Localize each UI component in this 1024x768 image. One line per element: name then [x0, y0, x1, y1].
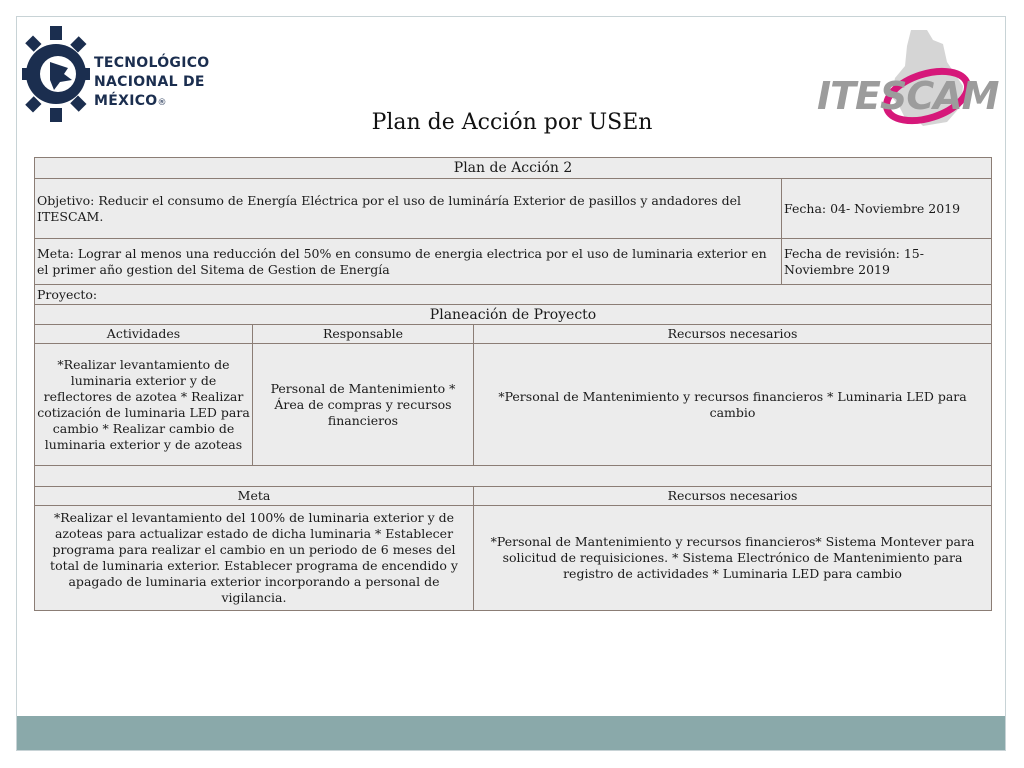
- spacer-row: [35, 466, 992, 487]
- col-header-meta: Meta: [35, 487, 474, 506]
- itescam-wordmark: ITESCAM: [817, 74, 999, 118]
- recursos-detail-cell: *Personal de Mantenimiento y recursos financieros* Sistema Montever para solicitud de requisiciones. * Sistema Electrónico de Mantenimiento para registro de actividades * Luminaria LED para cambio: [474, 506, 992, 611]
- registered-mark: ®: [157, 98, 167, 108]
- tecnm-wordmark: [94, 54, 250, 113]
- planeacion-heading: Planeación de Proyecto: [35, 305, 992, 325]
- action-plan-table: [34, 157, 992, 611]
- actividades-cell: *Realizar levantamiento de luminaria exterior y de reflectores de azotea * Realizar cotización de luminaria LED para cambio * Realizar cambio de luminaria exterior y de azoteas: [35, 344, 253, 466]
- tecnm-line2: NACIONAL DE MÉXICO: [94, 74, 205, 109]
- col-header-recursos-2: Recursos necesarios: [474, 487, 992, 506]
- responsable-cell: Personal de Mantenimiento * Área de compras y recursos financieros: [253, 344, 474, 466]
- tecnm-line1: TECNOLÓGICO: [94, 55, 210, 71]
- proyecto-cell: Proyecto:: [35, 285, 992, 305]
- col-header-responsable: Responsable: [253, 325, 474, 344]
- meta-cell: Meta: Lograr al menos una reducción del 50% en consumo de energia electrica por el uso de luminaria exterior en el primer año gestion del Sitema de Gestion de Energía: [35, 239, 782, 285]
- slide-footer-band: [17, 716, 1005, 750]
- recursos-cell: *Personal de Mantenimiento y recursos financieros * Luminaria LED para cambio: [474, 344, 992, 466]
- col-header-recursos: Recursos necesarios: [474, 325, 992, 344]
- objetivo-cell: Objetivo: Reducir el consumo de Energía Eléctrica por el uso de lumináría Exterior de pasillos y andadores del ITESCAM.: [35, 179, 782, 239]
- tecnm-logo: [20, 24, 250, 124]
- plan-heading: Plan de Acción 2: [35, 158, 992, 179]
- tecnm-gear-icon: [20, 24, 90, 124]
- col-header-actividades: Actividades: [35, 325, 253, 344]
- fecha-cell: Fecha: 04- Noviembre 2019: [782, 179, 992, 239]
- page-title: Plan de Acción por USEn: [371, 110, 653, 135]
- fecha-revision-cell: Fecha de revisión: 15- Noviembre 2019: [782, 239, 992, 285]
- meta-detail-cell: *Realizar el levantamiento del 100% de luminaria exterior y de azoteas para actualizar estado de dicha luminaria * Establecer programa para realizar el cambio en un periodo de 6 meses del total de luminaria exterior. Establecer programa de encendido y apagado de luminaria exterior incorporando a personal de vigilancia.: [35, 506, 474, 611]
